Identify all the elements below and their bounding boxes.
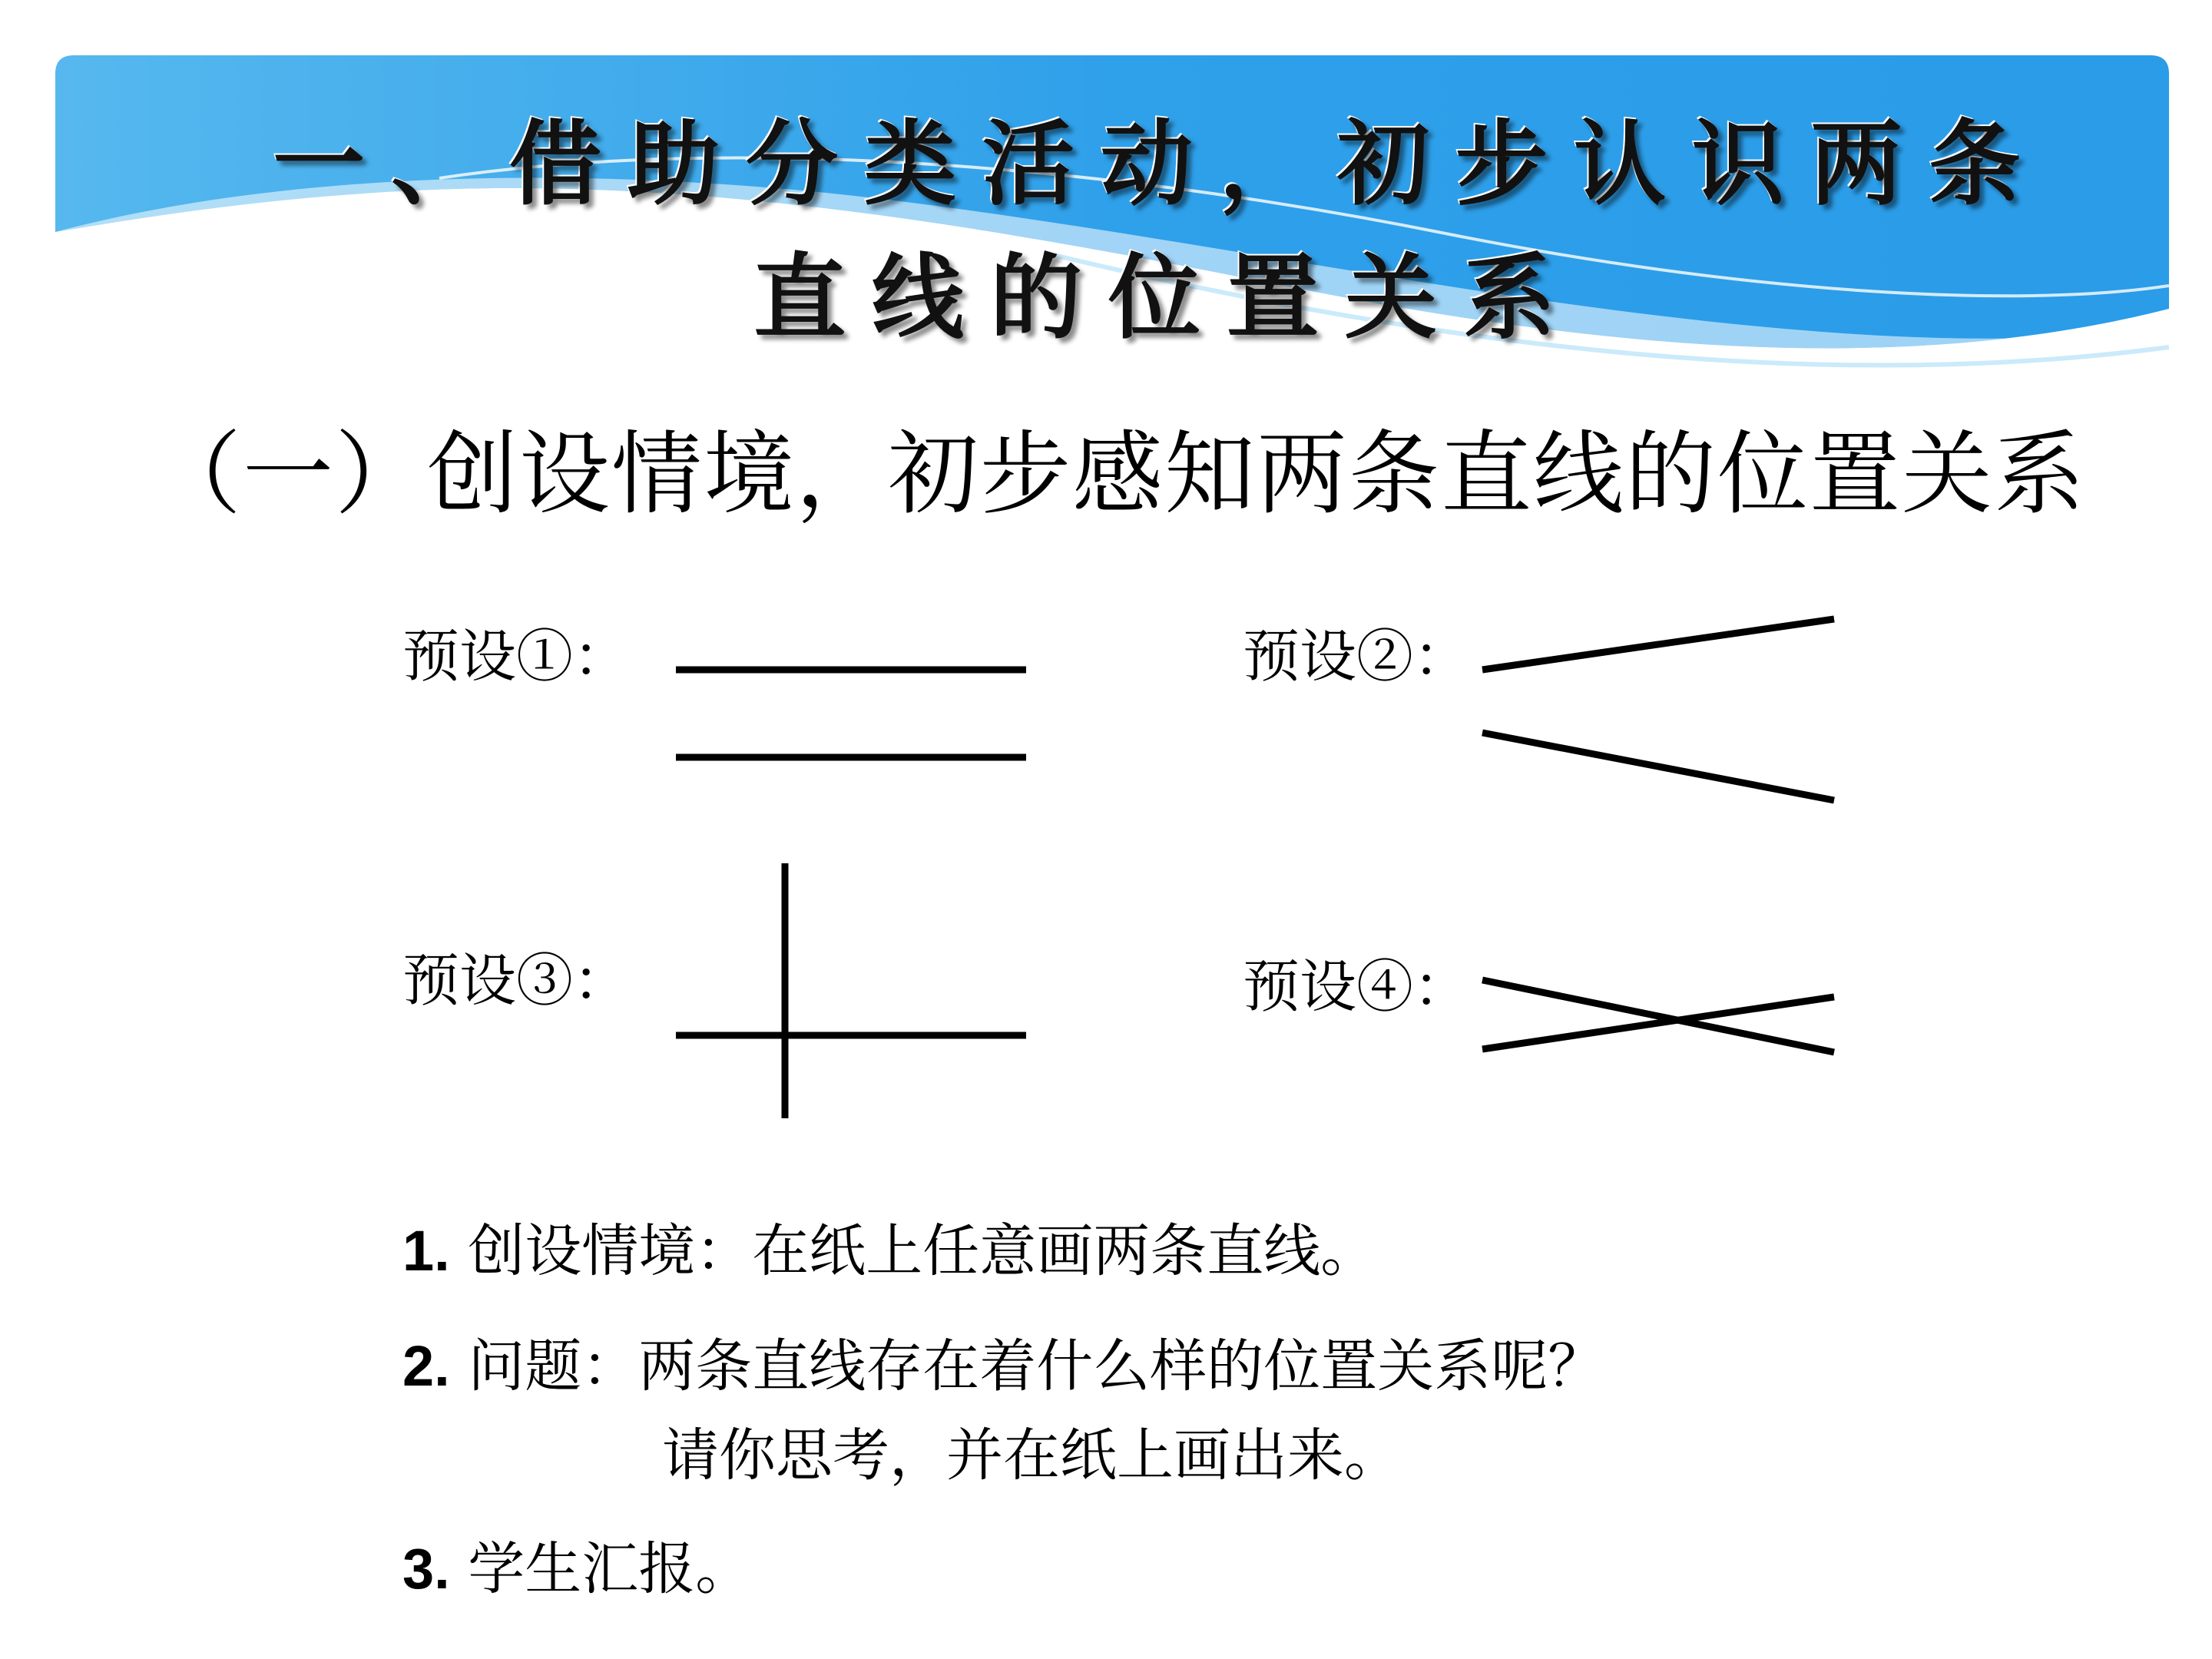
step-2: [402, 1321, 1604, 1402]
title-line-1: 一、借助分类活动，初步认识两条: [273, 110, 2047, 218]
step-3-text: 学生汇报。: [449, 1536, 753, 1602]
step-1-text: 创设情境：在纸上任意画两条直线。: [449, 1218, 1378, 1284]
diverging-line-lower: [1482, 733, 1834, 800]
step-3: [402, 1524, 752, 1605]
intersecting-line-a: [1482, 980, 1834, 1052]
step-2-text: 问题：两条直线存在着什么样的位置关系呢？: [449, 1333, 1605, 1399]
preset-4-intersecting-lines: [1482, 980, 1834, 1052]
intersecting-line-b: [1482, 997, 1834, 1049]
preset-1-parallel-lines: [676, 670, 1026, 757]
preset-2-label: 预设②：: [1243, 624, 1470, 690]
preset-2-diverging-lines: [1482, 619, 1834, 800]
diverging-line-upper: [1482, 619, 1834, 670]
preset-3-perpendicular-lines: [676, 863, 1026, 1118]
title-line-2: 直线的位置关系: [753, 243, 1581, 352]
preset-1-label: 预设①：: [402, 624, 630, 690]
step-2-number: 2.: [402, 1334, 450, 1398]
preset-3-label: 预设③：: [402, 948, 630, 1014]
step-2-continuation: 请你思考，并在纸上画出来。: [662, 1422, 1401, 1488]
section-subheading: （一）创设情境，初步感知两条直线的位置关系: [151, 421, 2087, 527]
step-1: [402, 1206, 1377, 1287]
step-1-number: 1.: [402, 1219, 450, 1283]
preset-4-label: 预设④：: [1243, 954, 1470, 1020]
step-3-number: 3.: [402, 1537, 450, 1601]
